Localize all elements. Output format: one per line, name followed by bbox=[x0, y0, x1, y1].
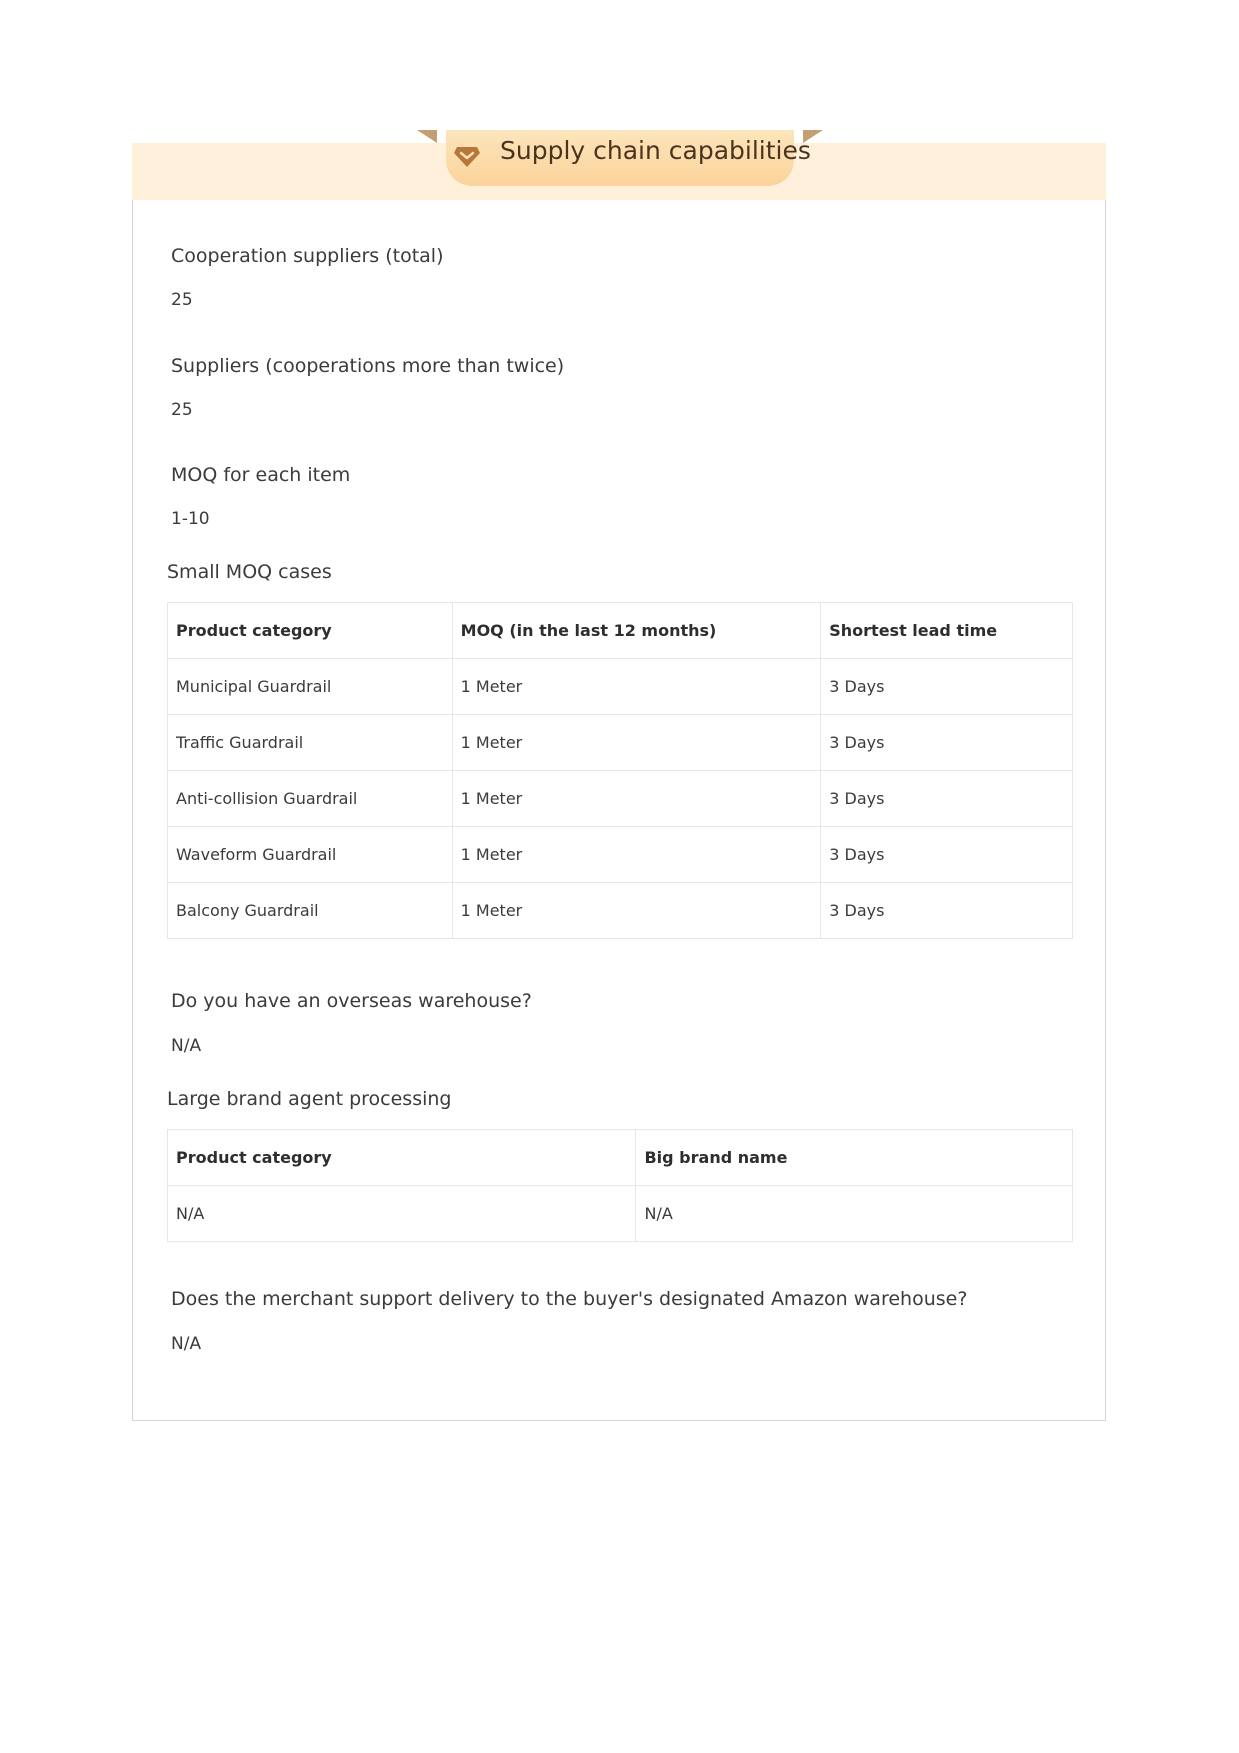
brand-agent-title: Large brand agent processing bbox=[167, 1088, 452, 1110]
table-header-row bbox=[168, 603, 1073, 659]
table-cell: 1 Meter bbox=[452, 883, 821, 939]
table-row bbox=[168, 659, 1073, 715]
table-cell: Balcony Guardrail bbox=[168, 883, 453, 939]
moq-value: 1-10 bbox=[171, 509, 210, 529]
table-cell: Municipal Guardrail bbox=[168, 659, 453, 715]
ribbon-fold-left bbox=[417, 130, 437, 143]
small-moq-table bbox=[167, 602, 1073, 939]
table-cell: 1 Meter bbox=[452, 827, 821, 883]
table-cell: 3 Days bbox=[821, 715, 1073, 771]
table-cell: Waveform Guardrail bbox=[168, 827, 453, 883]
diamond-icon bbox=[453, 143, 481, 169]
column-header: MOQ (in the last 12 months) bbox=[452, 603, 821, 659]
table-cell: N/A bbox=[168, 1186, 636, 1242]
table-row bbox=[168, 883, 1073, 939]
small-moq-title: Small MOQ cases bbox=[167, 561, 332, 583]
table-cell: N/A bbox=[636, 1186, 1073, 1242]
amazon-delivery-value: N/A bbox=[171, 1334, 202, 1354]
table-cell: Anti-collision Guardrail bbox=[168, 771, 453, 827]
repeat-suppliers-value: 25 bbox=[171, 400, 193, 420]
column-header: Product category bbox=[168, 603, 453, 659]
cooperation-suppliers-value: 25 bbox=[171, 290, 193, 310]
column-header: Big brand name bbox=[636, 1130, 1073, 1186]
repeat-suppliers-label: Suppliers (cooperations more than twice) bbox=[171, 355, 565, 377]
table-header-row bbox=[168, 1130, 1073, 1186]
table-cell: 1 Meter bbox=[452, 715, 821, 771]
table-row bbox=[168, 1186, 1073, 1242]
section-heading: Supply chain capabilities bbox=[500, 136, 811, 165]
cooperation-suppliers-label: Cooperation suppliers (total) bbox=[171, 245, 444, 267]
column-header: Product category bbox=[168, 1130, 636, 1186]
overseas-warehouse-value: N/A bbox=[171, 1036, 202, 1056]
brand-agent-table bbox=[167, 1129, 1073, 1242]
column-header: Shortest lead time bbox=[821, 603, 1073, 659]
amazon-delivery-label: Does the merchant support delivery to the buyer's designated Amazon warehouse? bbox=[171, 1288, 968, 1310]
table-cell: 3 Days bbox=[821, 883, 1073, 939]
table-row bbox=[168, 715, 1073, 771]
table-cell: 1 Meter bbox=[452, 771, 821, 827]
table-cell: 3 Days bbox=[821, 771, 1073, 827]
overseas-warehouse-label: Do you have an overseas warehouse? bbox=[171, 990, 532, 1012]
table-row bbox=[168, 771, 1073, 827]
table-cell: 3 Days bbox=[821, 659, 1073, 715]
moq-label: MOQ for each item bbox=[171, 464, 351, 486]
table-row bbox=[168, 827, 1073, 883]
table-cell: 3 Days bbox=[821, 827, 1073, 883]
table-cell: 1 Meter bbox=[452, 659, 821, 715]
table-cell: Traffic Guardrail bbox=[168, 715, 453, 771]
